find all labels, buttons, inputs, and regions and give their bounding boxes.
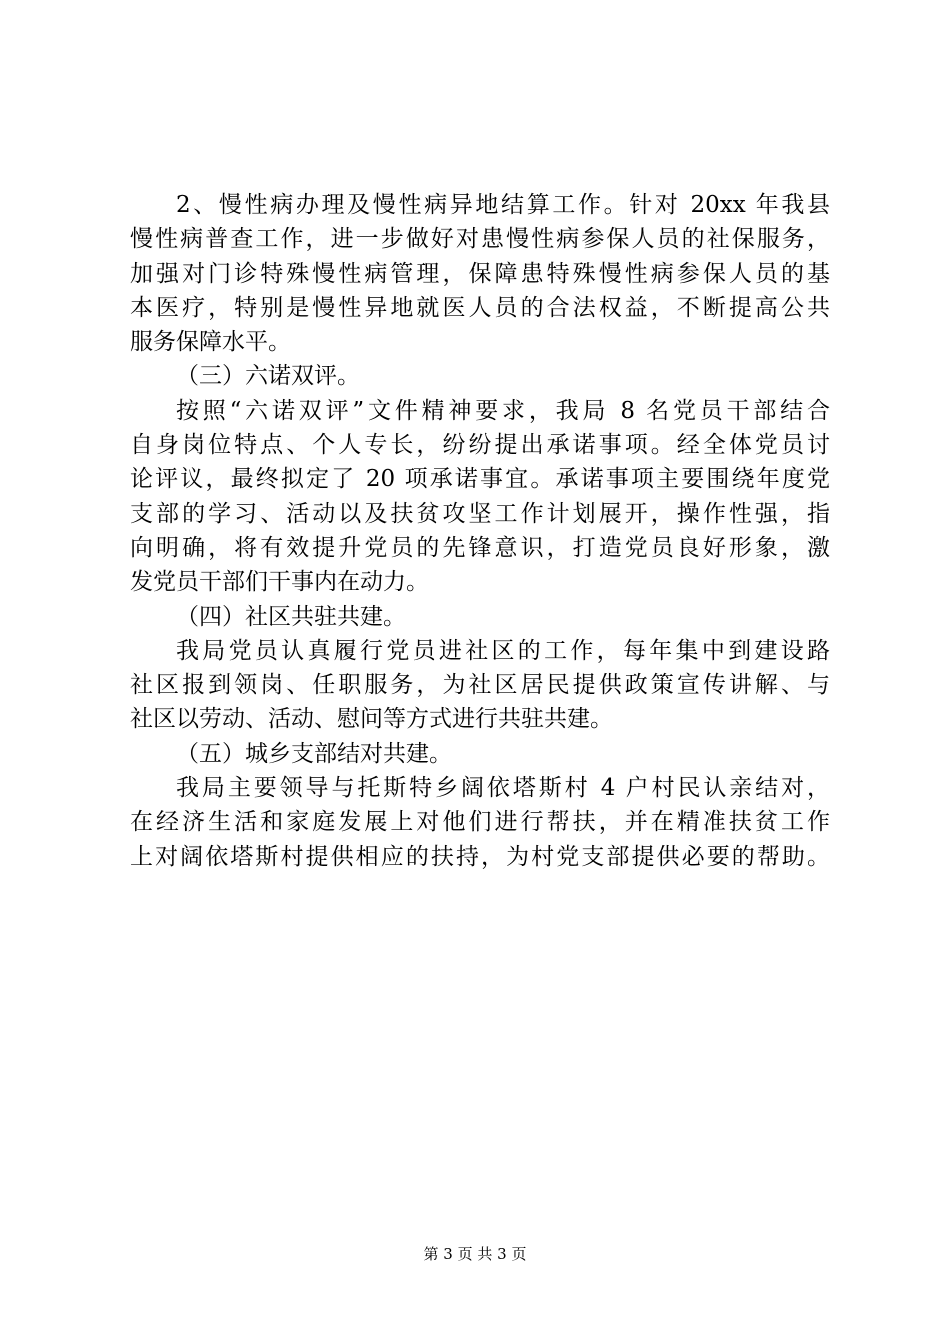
paragraph-line: 2、慢性病办理及慢性病异地结算工作。针对 20xx 年我县: [176, 192, 830, 218]
paragraph-line: 向明确，将有效提升党员的先锋意识，打造党员良好形象，激: [130, 534, 830, 561]
paragraph-line: 社区以劳动、活动、慰问等方式进行共驻共建。: [130, 706, 613, 733]
section-heading: （三）六诺双评。: [176, 363, 360, 390]
paragraph-line: 我局党员认真履行党员进社区的工作，每年集中到建设路: [176, 637, 830, 664]
paragraph-line: 上对阔依塔斯村提供相应的扶持，为村党支部提供必要的帮助。: [130, 843, 830, 870]
paragraph-line: 支部的学习、活动以及扶贫攻坚工作计划展开，操作性强，指: [130, 500, 830, 527]
section-heading: （四）社区共驻共建。: [176, 603, 406, 630]
paragraph-line: 社区报到领岗、任职服务，为社区居民提供政策宣传讲解、与: [130, 672, 830, 699]
paragraph-line: 自身岗位特点、个人专长，纷纷提出承诺事项。经全体党员讨: [130, 432, 830, 459]
paragraph-line: 加强对门诊特殊慢性病管理，保障患特殊慢性病参保人员的基: [130, 260, 830, 287]
paragraph-line: 发党员干部们干事内在动力。: [130, 569, 429, 596]
page-number-footer: 第 3 页 共 3 页: [423, 1245, 527, 1263]
paragraph-line: 本医疗，特别是慢性异地就医人员的合法权益，不断提高公共: [130, 294, 830, 321]
paragraph-line: 慢性病普查工作，进一步做好对患慢性病参保人员的社保服务，: [130, 226, 830, 253]
paragraph-line: 我局主要领导与托斯特乡阔依塔斯村 4 户村民认亲结对，: [176, 775, 830, 802]
section-heading: （五）城乡支部结对共建。: [176, 740, 452, 767]
paragraph-line: 服务保障水平。: [130, 329, 291, 356]
document-body: [130, 188, 830, 874]
paragraph-line: 论评议，最终拟定了 20 项承诺事宜。承诺事项主要围绕年度党: [130, 466, 830, 493]
paragraph-line: 按照“六诺双评”文件精神要求，我局 8 名党员干部结合: [176, 397, 830, 424]
paragraph-line: 在经济生活和家庭发展上对他们进行帮扶，并在精准扶贫工作: [130, 809, 830, 836]
